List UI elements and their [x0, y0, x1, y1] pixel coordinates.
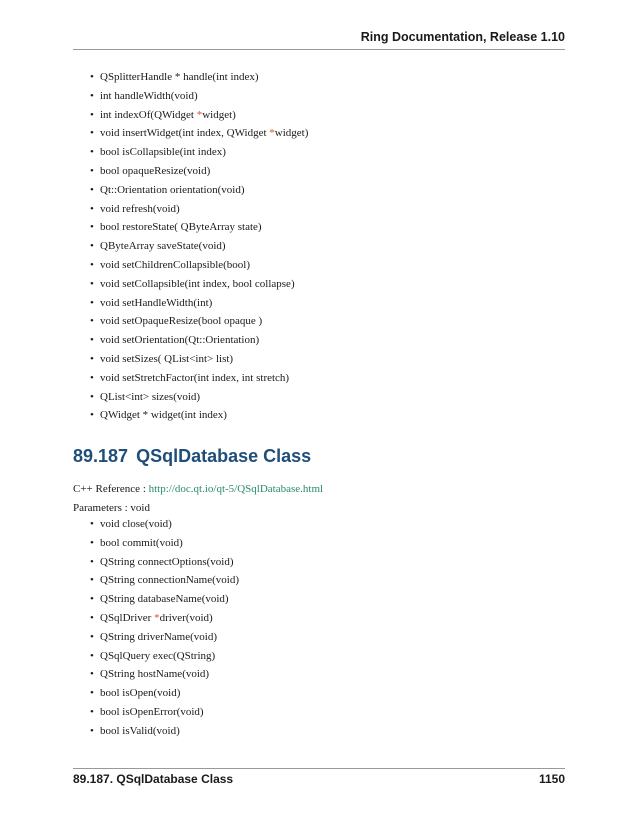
method-signature: QString hostName(void): [100, 668, 210, 681]
list-item: [90, 87, 308, 106]
method-signature: QWidget * widget(int index): [100, 409, 227, 422]
cpp-reference-line: [73, 483, 323, 495]
method-signature: bool isOpen(void): [100, 687, 181, 700]
method-signature: int handleWidth(void): [100, 89, 198, 102]
method-signature: void insertWidget(int index, QWidget: [100, 127, 270, 140]
method-signature: void setOpaqueResize(bool opaque ): [100, 315, 263, 328]
list-item: [90, 703, 239, 722]
list-item: [90, 571, 239, 590]
list-item: [90, 515, 239, 534]
parameters-line: Parameters : void: [73, 502, 150, 514]
cpp-reference-label: C++ Reference :: [73, 483, 149, 495]
method-signature: bool restoreState( QByteArray state): [100, 221, 262, 234]
method-signature: bool commit(void): [100, 536, 183, 549]
qsplitter-method-list: [90, 68, 308, 425]
method-signature: void setCollapsible(int index, bool collapse): [100, 277, 295, 290]
header-divider: [73, 49, 565, 50]
page-number: 1150: [538, 772, 565, 786]
list-item: [90, 200, 308, 219]
list-item: [90, 722, 239, 741]
list-item: [90, 218, 308, 237]
method-signature: QString connectionName(void): [100, 574, 239, 587]
method-signature: void setHandleWidth(int): [100, 296, 213, 309]
list-item: [90, 350, 308, 369]
list-item: [90, 256, 308, 275]
qsqldatabase-method-list: [90, 515, 239, 741]
list-item: [90, 388, 308, 407]
list-item: [90, 275, 308, 294]
method-signature: QSqlQuery exec(QString): [100, 649, 216, 662]
list-item: [90, 237, 308, 256]
list-item: [90, 181, 308, 200]
method-signature: QByteArray saveState(void): [100, 240, 226, 253]
list-item: [90, 162, 308, 181]
list-item: [90, 406, 308, 425]
list-item: [90, 553, 239, 572]
method-signature: QString driverName(void): [100, 630, 217, 643]
header-title: Ring Documentation, Release 1.10: [360, 30, 565, 44]
method-signature: bool isCollapsible(int index): [100, 146, 226, 159]
method-signature: QString connectOptions(void): [100, 555, 234, 568]
method-signature: QSqlDriver: [100, 611, 155, 624]
footer-section: 89.187. QSqlDatabase Class: [73, 772, 234, 786]
method-signature: void close(void): [100, 518, 172, 530]
list-item: [90, 665, 239, 684]
list-item: [90, 628, 239, 647]
list-item: [90, 106, 308, 125]
method-signature: QList<int> sizes(void): [100, 390, 201, 403]
page-footer: [73, 772, 565, 786]
list-item: [90, 312, 308, 331]
list-item: [90, 143, 308, 162]
method-signature: Qt::Orientation orientation(void): [100, 183, 245, 196]
method-signature: void setChildrenCollapsible(bool): [100, 258, 251, 271]
list-item: [90, 68, 308, 87]
method-signature-rest: driver(void): [159, 611, 213, 624]
method-signature: void setSizes( QList<int> list): [100, 352, 234, 365]
pointer-marker: *: [154, 611, 160, 624]
pointer-marker: *: [196, 108, 203, 121]
footer-divider: [73, 768, 565, 769]
method-signature: void setOrientation(Qt::Orientation): [100, 334, 260, 347]
list-item: [90, 684, 239, 703]
list-item: [90, 609, 239, 628]
list-item: [90, 534, 239, 553]
method-signature: bool opaqueResize(void): [100, 164, 211, 177]
list-item: [90, 647, 239, 666]
list-item: [90, 294, 308, 313]
method-signature: QSplitterHandle * handle(int index): [100, 71, 259, 83]
method-signature: void refresh(void): [100, 202, 180, 215]
section-title-text: QSqlDatabase Class: [136, 446, 312, 466]
cpp-reference-link[interactable]: http://doc.qt.io/qt-5/QSqlDatabase.html: [148, 483, 324, 495]
method-signature: bool isOpenError(void): [100, 705, 204, 718]
method-signature: int indexOf(QWidget: [100, 108, 197, 121]
pointer-marker: *: [269, 127, 275, 140]
page-header: [73, 30, 565, 48]
method-signature-rest: widget): [202, 108, 236, 121]
method-signature: QString databaseName(void): [100, 593, 229, 606]
method-signature: bool isValid(void): [100, 724, 180, 737]
method-signature-rest: widget): [274, 127, 309, 140]
list-item: [90, 369, 308, 388]
section-number: 89.187: [73, 446, 129, 466]
list-item: [90, 331, 308, 350]
list-item: [90, 590, 239, 609]
list-item: [90, 124, 308, 143]
section-heading: [73, 446, 311, 467]
method-signature: void setStretchFactor(int index, int stretch): [100, 371, 290, 384]
